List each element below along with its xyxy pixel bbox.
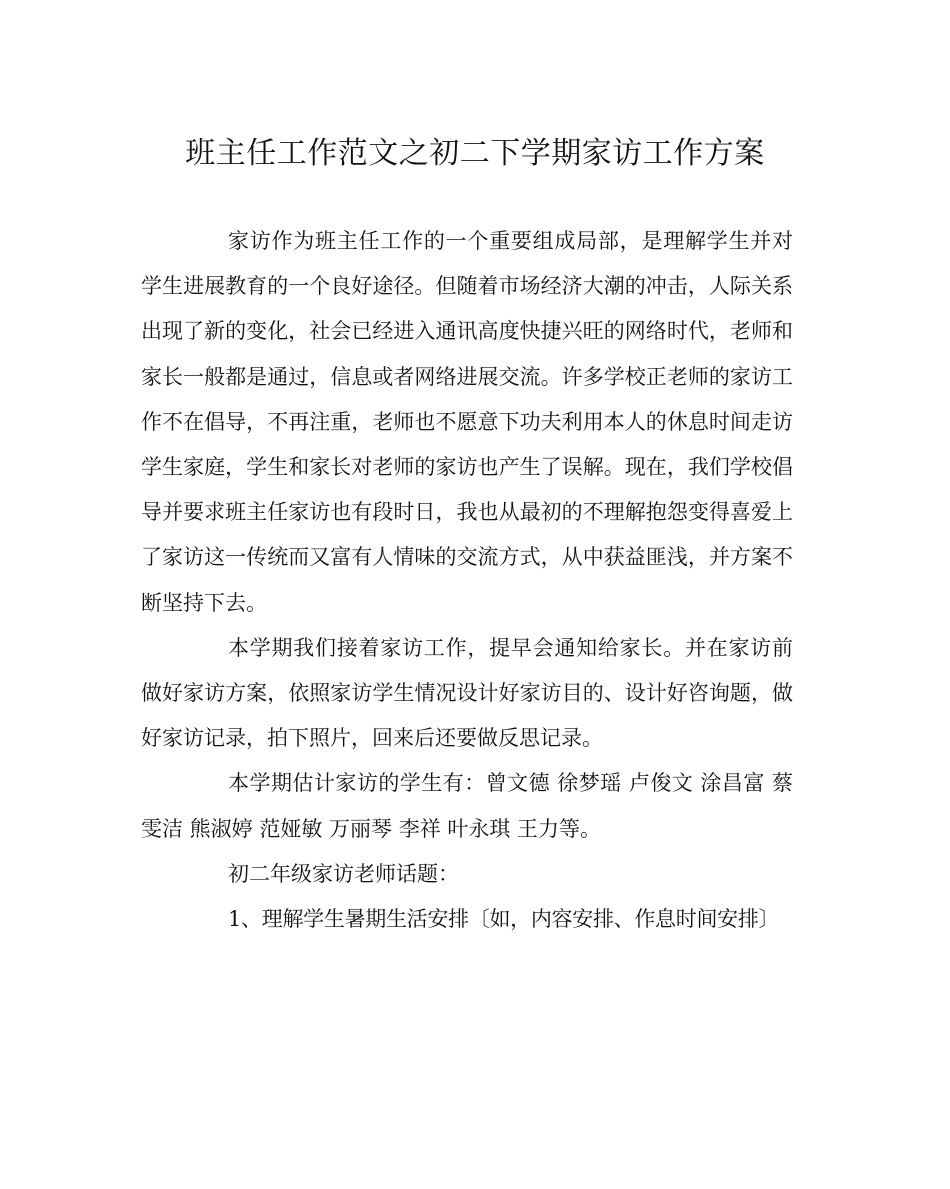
paragraph-topics-heading: 初二年级家访老师话题：	[228, 861, 459, 886]
document-title: 班主任工作范文之初二下学期家访工作方案	[185, 136, 765, 171]
paragraph-intro: 家访作为班主任工作的一个重要组成局部，是理解学生并对学生进展教育的一个良好途径。但随着市场经济大潮的冲击，人际关系出现了新的变化，社会已经进入通讯高度快捷兴旺的网络时代，老师和家长一般都是通过，信息或者网络进展交流。许多学校正老师的家访工作不在倡导，不再注重，老师也不愿意下功夫利用本人的休息时间走访学生家庭，学生和家长对老师的家访也产生了误解。现在，我们学校倡导并要求班主任家访也有段时日，我也从最初的不理解抱怨变得喜爱上了家访这一传统而又富有人情味的交流方式，从中获益匪浅，并方案不断坚持下去。	[141, 229, 793, 615]
paragraph-students: 本学期估计家访的学生有：曾文德 徐梦瑶 卢俊文 涂昌富 蔡雯洁 熊淑婷 范娅敏 万丽琴 李祥 叶永琪 王力等。	[141, 771, 793, 841]
paragraph-topic-item-1: 1、理解学生暑期生活安排〔如，内容安排、作息时间安排〕	[228, 907, 780, 932]
document-body	[141, 219, 793, 942]
paragraph-plan: 本学期我们接着家访工作，提早会通知给家长。并在家访前做好家访方案，依照家访学生情况设计好家访目的、设计好咨询题，做好家访记录，拍下照片，回来后还要做反思记录。	[141, 635, 793, 751]
